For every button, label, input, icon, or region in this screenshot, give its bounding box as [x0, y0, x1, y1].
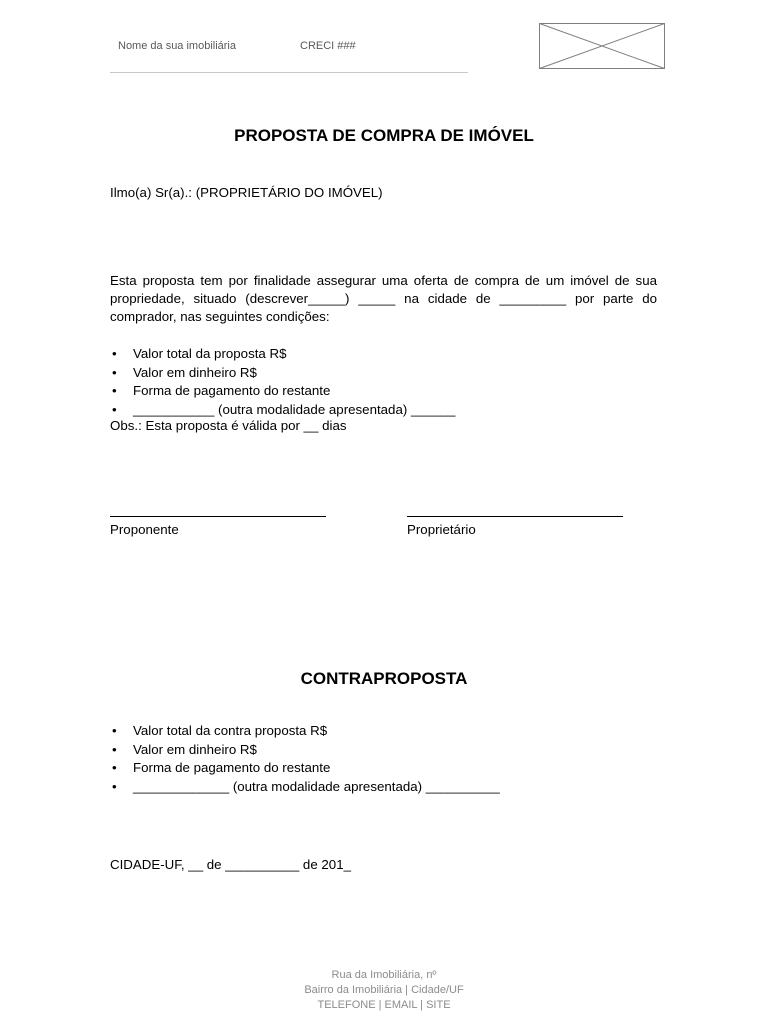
date-line: CIDADE-UF, __ de __________ de 201_	[110, 857, 351, 872]
signature-label-proponent: Proponente	[110, 522, 179, 537]
list-item: • Valor em dinheiro R$	[112, 364, 257, 380]
list-item: • _____________ (outra modalidade apresentada) __________	[112, 778, 500, 794]
footer-contacts: TELEFONE | EMAIL | SITE	[317, 999, 451, 1011]
header-divider	[110, 72, 468, 73]
agency-name: Nome da sua imobiliária	[118, 40, 236, 52]
bullet-icon: •	[112, 778, 117, 794]
bullet-icon: •	[112, 346, 117, 361]
footer-district: Bairro da Imobiliária | Cidade/UF	[304, 984, 464, 996]
bullet-icon: •	[112, 760, 117, 775]
bullet-icon: •	[112, 364, 117, 380]
counter-proposal-list	[110, 722, 500, 796]
list-item: • Valor em dinheiro R$	[112, 741, 257, 757]
proposal-list	[110, 345, 455, 419]
counter-proposal-title: CONTRAPROPOSTA	[300, 669, 468, 688]
list-item: • Forma de pagamento do restante	[112, 383, 331, 398]
signature-line-proponent	[110, 516, 326, 517]
bullet-icon: •	[112, 741, 117, 757]
signature-line-owner	[407, 516, 623, 517]
bullet-icon: •	[112, 383, 117, 398]
list-item: • Valor total da proposta R$	[112, 346, 287, 361]
validity-note: Obs.: Esta proposta é válida por __ dias	[110, 418, 347, 433]
logo-placeholder-icon	[539, 23, 665, 69]
bullet-icon: •	[112, 401, 117, 417]
intro-paragraph: Esta proposta tem por finalidade assegurar uma oferta de compra de um imóvel de sua propriedade, situado (descrever_____) _____ na cidade de _________ por parte do comprador, nas seguintes condições:	[110, 273, 657, 324]
list-item: • Valor total da contra proposta R$	[112, 723, 328, 738]
bullet-icon: •	[112, 723, 117, 738]
list-item: • Forma de pagamento do restante	[112, 760, 331, 775]
salutation: Ilmo(a) Sr(a).: (PROPRIETÁRIO DO IMÓVEL)	[110, 185, 383, 200]
document-title: PROPOSTA DE COMPRA DE IMÓVEL	[234, 126, 534, 145]
signature-label-owner: Proprietário	[407, 522, 476, 537]
footer-address: Rua da Imobiliária, nº	[331, 969, 437, 981]
creci-number: CRECI ###	[300, 40, 356, 52]
list-item: • ___________ (outra modalidade apresentada) ______	[112, 401, 456, 417]
